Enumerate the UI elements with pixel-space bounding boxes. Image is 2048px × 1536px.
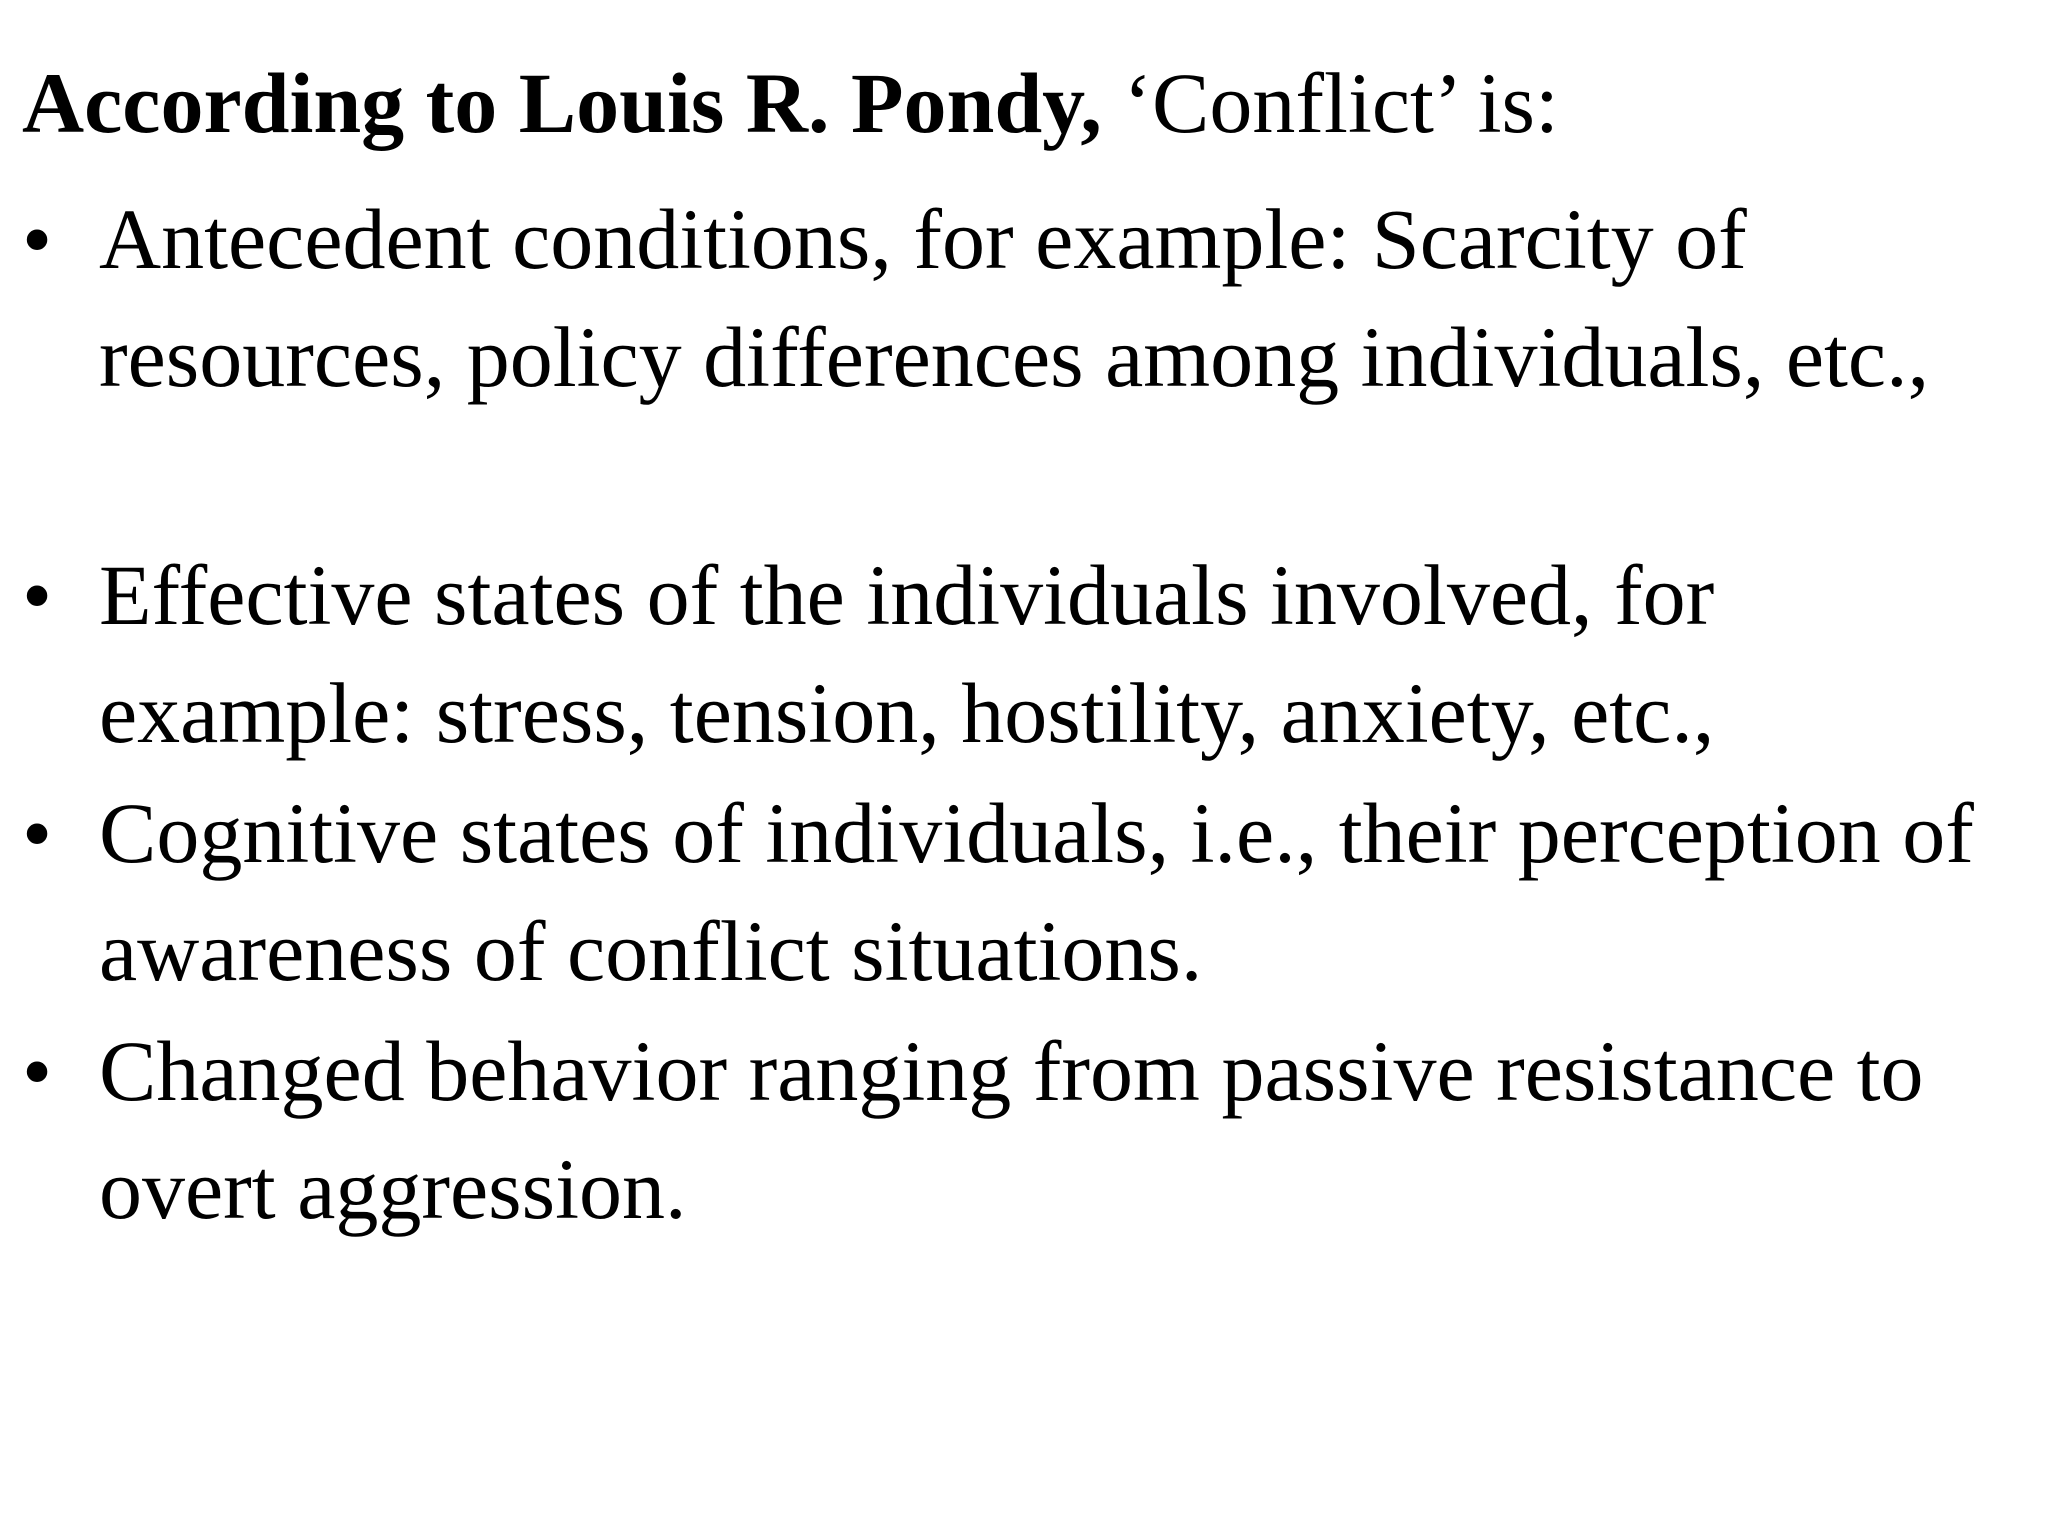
slide-heading [22,48,2002,158]
bullet-text: Cognitive states of individuals, i.e., their perception of awareness of conflict situations. [99,785,1974,999]
bullet-marker: • [22,547,53,643]
bullet-text: Effective states of the individuals involved, for example: stress, tension, hostility, anxiety, etc., [99,547,1715,761]
bullet-text: Antecedent conditions, for example: Scarcity of resources, policy differences among individuals, etc., [99,191,1930,405]
bullet-marker: • [22,191,53,287]
bullet-text: Changed behavior ranging from passive resistance to overt aggression. [99,1023,1924,1237]
heading-author: According to Louis R. Pondy, [22,55,1102,151]
bullet-marker: • [22,785,53,881]
heading-topic: ‘Conflict’ is: [1101,55,1559,151]
bullet-marker: • [22,1023,53,1119]
